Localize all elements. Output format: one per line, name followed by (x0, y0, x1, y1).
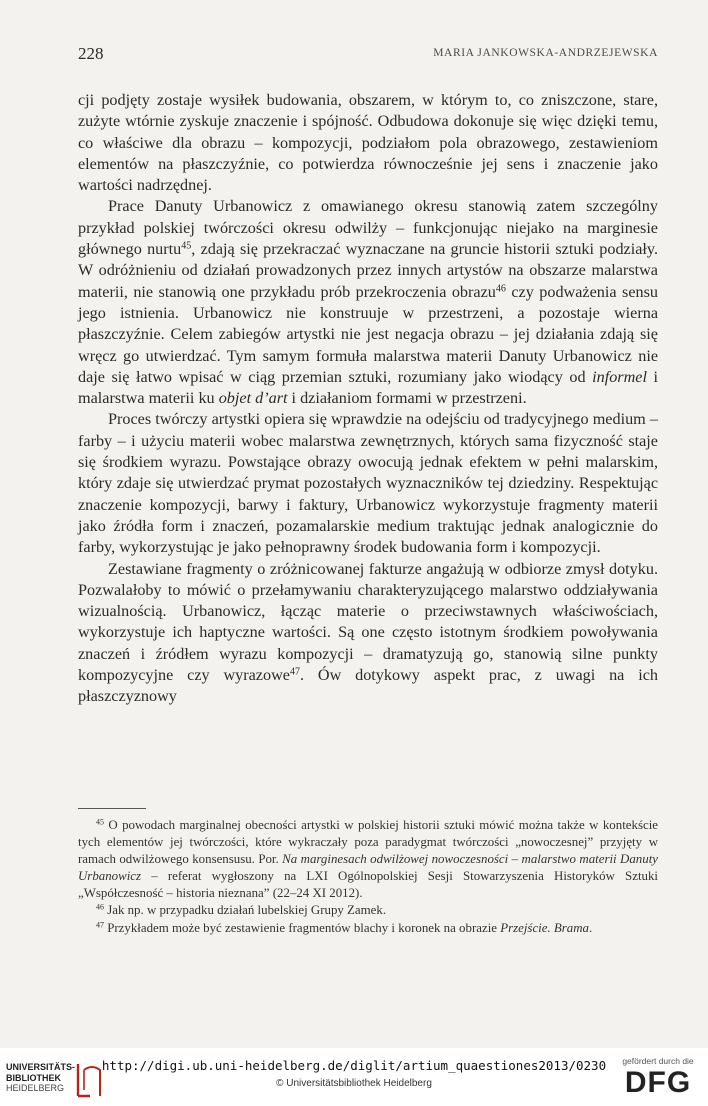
dfg-logo[interactable] (618, 1056, 698, 1102)
body-text (78, 90, 658, 708)
footnote-ref-45[interactable]: 45 (181, 240, 192, 252)
footnote-45: $^{45}$ O powodach marginalnej obecności artystki w polskiej historii sztuki mówić można także w kontekście tych elementów jej twórczości, które wykraczały poza paradygmat twórczości „nowoczesnej” przyjęty w ramach odwilżowego konsensusu. Por. Na marginesach odwilżowej nowoczesności – malarstwo materii Danuty Urbanowicz – referat wygłoszony na LXI Ogólnopolskiej Sesji Stowarzyszenia Historyków Sztuki „Współczesność – historia nieznana” (22–24 XI 2012). (78, 817, 659, 901)
footnote-rule (78, 808, 146, 809)
footnote-47-title: Przejście. Brama (500, 920, 590, 935)
footnote-ref-47[interactable]: 47 (289, 666, 300, 678)
permalink-url[interactable]: http://digi.ub.uni-heidelberg.de/diglit/artium_quaestiones2013/0230 (101, 1058, 607, 1073)
copyright-notice: © Universitätsbibliothek Heidelberg (276, 1078, 432, 1089)
funder-note: gefördert durch die (622, 1056, 694, 1066)
library-name-line3: HEIDELBERG (6, 1083, 65, 1093)
footnotes (78, 817, 658, 937)
page-header (78, 44, 658, 66)
paragraph-1: cji podjęty zostaje wysiłek budowania, obszarem, w którym to, co zniszczone, stare, zużyte wtórnie zyskuje znaczenie i spójność. Odbudowa dokonuje się więc dzięki temu, co właściwe dla obrazu – kompozycji, podziałom pola obrazowego, zestawieniom elementów na płaszczyźnie, co potwierdza równocześnie jej sens i znaczenie jako wartości nadrzędnej. (78, 91, 658, 195)
footnote-47: $^{47}$ Przykładem może być zestawienie fragmentów blachy i koronek na obrazie Przejście. Brama. (96, 920, 593, 935)
term-objet-dart: objet d’art (218, 389, 288, 408)
dfg-wordmark: DFG (624, 1066, 692, 1099)
paragraph-2: Prace Danuty Urbanowicz z omawianego okresu stanowią zatem szczególny przykład polskiej twórczości okresu odwilży – funkcjonując niejako na marginesie głównego nurtu$^{45}$, zdają się przekraczać wyznaczane na gruncie historii sztuki podziały. W odróżnieniu od działań prowadzonych przez innych artystów na obszarze malarstwa materii, nie stanowią one przykładu prób przekroczenia obrazu$^{46}$ czy podważenia sensu jego istnienia. Urbanowicz nie konstruuje w przestrzeni, a pozostaje wierna płaszczyźnie. Celem zabiegów artystki nie jest negacja obrazu – jej działania zdają się wręcz go utwierdzać. Tym samym formuła malarstwa materii Danuty Urbanowicz nie daje się łatwo wpisać w ciąg przemian sztuki, rozumiany jako wiodący od informel i malarstwa materii ku objet d’art i działaniom formami w przestrzeni. (78, 197, 659, 408)
running-head-author: MARIA JANKOWSKA-ANDRZEJEWSKA (433, 47, 658, 59)
paragraph-4: Zestawiane fragmenty o zróżnicowanej fakturze angażują w odbiorze zmysł dotyku. Pozwalałoby to mówić o przełamywaniu charakteryzującego malarstwo oddziaływania wizualnością. Urbanowicz, łącząc materie o przeciwstawnych właściwościach, wykorzystuje ich haptyczne wartości. Są one często istotnym środkiem powoływania znaczeń i źródłem wyrazu kompozycji – dramatyzują go, stanowią silne punkty kompozycyjne czy wyrazowe$^{47}$. Ów dotykowy aspekt prac, z uwagi na ich płaszczyznowy (78, 559, 658, 706)
library-name-line2: BIBLIOTHEK (6, 1072, 61, 1083)
footnote-45-title: Na marginesach odwilżowej nowoczesności – malarstwo materii Danuty Urbanowicz (78, 852, 659, 884)
paragraph-3: Proces twórczy artystki opiera się wprawdzie na odejściu od tradycyjnego medium – farby – i użyciu materii wobec malarstwa zewnętrznych, których sama fizyczność staje się środkiem wyrazu. Powstające obrazy owocują jednak efektem w pełni malarskim, który zdaje się utwierdzać prymat pozostałych wyznaczników tej dziedziny. Respektując znaczenie kompozycji, barwy i faktury, Urbanowicz wykorzystuje fragmenty materii jako źródła form i znaczeń, pozamalarskie medium traktując jednak analogicznie do farby, wykorzystując je jako pełnoprawny środek budowania form i kompozycji. (78, 410, 658, 557)
library-name-line1: UNIVERSITÄTS- (6, 1062, 76, 1072)
term-informel: informel (592, 367, 647, 386)
digitization-footer (0, 1048, 708, 1106)
footnote-46: $^{46}$ Jak np. w przypadku działań lubelskiej Grupy Zamek. (96, 903, 387, 918)
page-number: 228 (78, 44, 104, 63)
footnote-ref-46[interactable]: 46 (495, 283, 506, 295)
